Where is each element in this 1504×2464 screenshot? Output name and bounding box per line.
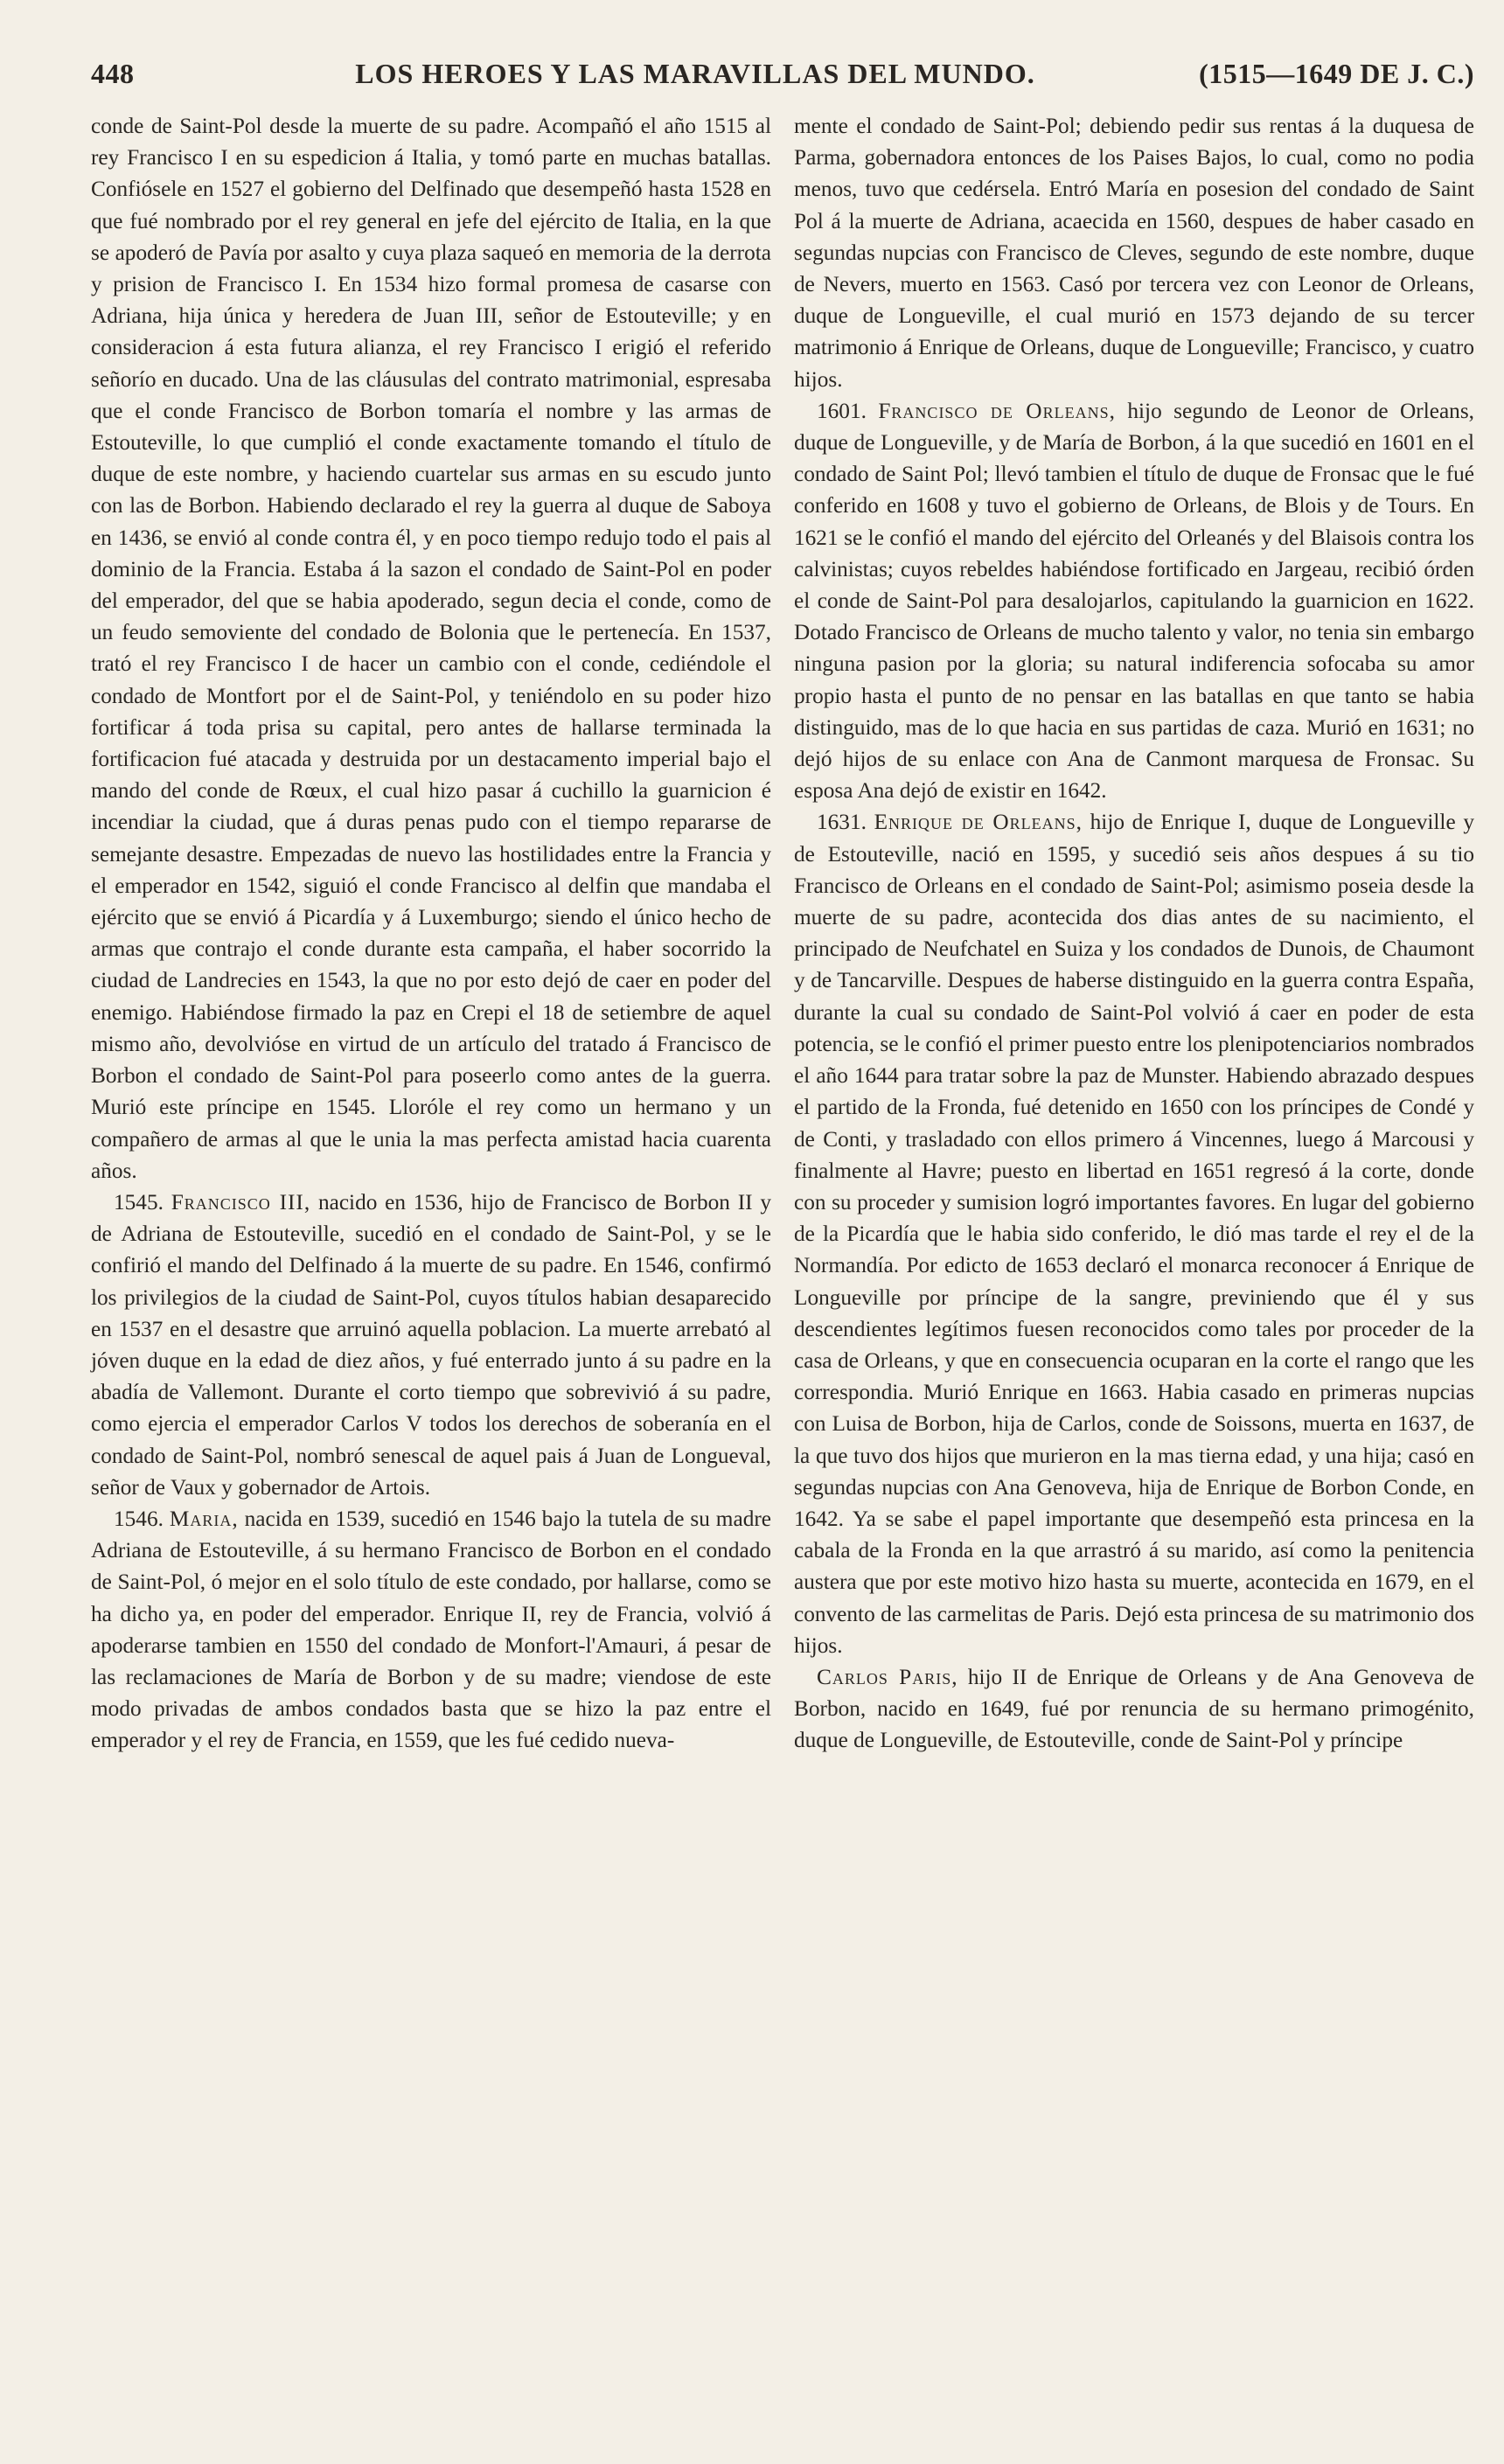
running-title: LOS HEROES Y LAS MARAVILLAS DEL MUNDO. xyxy=(355,58,1035,89)
paragraph xyxy=(794,1661,1474,1757)
paragraph xyxy=(91,1503,771,1757)
entry-name: Enrique de Orleans, xyxy=(874,810,1083,835)
entry-name: Francisco III, xyxy=(171,1189,311,1215)
entry-text: hijo II de Enrique de Orleans y de Ana Genoveva de Borbon, nacido en 1649, fué por renuncia de su hermano primogénito, duque de Longueville, de Estouteville, conde de Saint-Pol y príncipe xyxy=(794,1664,1474,1753)
entry-text: nacida en 1539, sucedió en 1546 bajo la tutela de su madre Adriana de Estouteville, á su hermano Francisco de Borbon en el condado de Saint-Pol, ó mejor en el solo título de este condado, por hallarse, como se ha dicho ya, en poder del emperador. Enrique II, rey de Francia, volvió á apoderarse tambien en 1550 del condado de Monfort-l'Amauri, á pesar de las reclamaciones de María de Borbon y de su madre; viendose de este modo privadas de ambos condados basta que se hizo la paz entre el emperador y el rey de Francia, en 1559, que les fué cedido nueva- xyxy=(91,1506,772,1753)
paragraph: mente el condado de Saint-Pol; debiendo pedir sus rentas á la duquesa de Parma, gobernadora entonces de los Paises Bajos, lo cual, como no podia menos, tuvo que cedérsela. Entró María en posesion del condado de Saint Pol á la muerte de Adriana, acaecida en 1560, despues de haber casado en segundas nupcias con Francisco de Cleves, segundo de este nombre, duque de Nevers, muerto en 1563. Casó por tercera vez con Leonor de Orleans, duque de Longueville, el cual murió en 1573 dejando de su tercer matrimonio á Enrique de Orleans, duque de Longueville; Francisco, y cuatro hijos. xyxy=(794,114,1474,392)
entry-year: 1631. xyxy=(817,810,867,835)
date-range: (1515—1649 DE J. C.) xyxy=(1199,58,1474,89)
right-column xyxy=(794,110,1474,1757)
paragraph xyxy=(794,806,1474,1660)
entry-text: hijo segundo de Leonor de Orleans, duque de Longueville, y de María de Borbon, á la que sucedió en 1601 en el condado de Saint Pol; llevó tambien el título de duque de Fronsac que le fué conferido en 1608 y tuvo el gobierno de Orleans, de Blois y de Tours. En 1621 se le confió el mando del ejército del Orleanés y del Blaisois contra los calvinistas; cuyos rebeldes habiéndose fortificado en Jargeau, recibió órden el conde de Saint-Pol para desalojarlos, capitulando la guarnicion en 1622. Dotado Francisco de Orleans de mucho talento y valor, no tenia sin embargo ninguna pasion por la gloria; su natural indiferencia sofocaba su amor propio hasta el punto de no pensar en las batallas en que tanto se habia distinguido, mas de lo que hacia en sus partidas de caza. Murió en 1631; no dejó hijos de su enlace con Ana de Canmont marquesa de Fronsac. Su esposa Ana dejó de existir en 1642. xyxy=(794,398,1474,804)
entry-text: nacido en 1536, hijo de Francisco de Borbon II y de Adriana de Estouteville, sucedió en el condado de Saint-Pol, y se le confirió el mando del Delfinado á la muerte de su padre. En 1546, confirmó los privilegios de la ciudad de Saint-Pol, cuyos títulos habian desaparecido en 1537 en el desastre que arruinó aquella poblacion. La muerte arrebató al jóven duque en la edad de diez años, y fué enterrado junto á su padre en la abadía de Vallemont. Durante el corto tiempo que sobrevivió á su padre, como ejercia el emperador Carlos V todos los derechos de soberanía en el condado de Saint-Pol, nombró senescal de aquel pais á Juan de Longueval, señor de Vaux y gobernador de Artois. xyxy=(91,1189,772,1500)
entry-year: 1601. xyxy=(817,398,867,423)
entry-text: hijo de Enrique I, duque de Longueville y de Estouteville, nació en 1595, y sucedió seis años despues á su tio Francisco de Orleans en el condado de Saint-Pol; asimismo poseia desde la muerte de su padre, acontecida dos dias antes de su nacimiento, el principado de Neufchatel en Suiza y los condados de Dunois, de Chaumont y de Tancarville. Despues de haberse distinguido en la guerra contra España, durante la cual su condado de Saint-Pol volvió á caer en poder de esta potencia, se le confió el primer puesto entre los plenipotenciarios nombrados el año 1644 para tratar sobre la paz de Munster. Habiendo abrazado despues el partido de la Fronda, fué detenido en 1650 con los príncipes de Condé y de Conti, y trasladado con ellos primero á Vincennes, luego á Marcousi y finalmente al Havre; puesto en libertad en 1651 regresó á la corte, donde con su proceder y sumision logró importantes favores. En lugar del gobierno de la Picardía que le habia sido conferido, le dió mas tarde el rey el de la Normandía. Por edicto de 1653 declaró el monarca reconocer á Enrique de Longueville por príncipe de la sangre, previniendo que él y sus descendientes legítimos fuesen reconocidos como tales por proceder de la casa de Orleans, y que en consecuencia ocuparan en la corte el rango que les correspondia. Murió Enrique en 1663. Habia casado en primeras nupcias con Luisa de Borbon, hija de Carlos, conde de Soissons, muerta en 1637, de la que tuvo dos hijos que murieron en la mas tierna edad, y una hija; casó en segundas nupcias con Ana Genoveva, hija de Enrique de Borbon Conde, en 1642. Ya se sabe el papel importante que desempeñó esta princesa en la cabala de la Fronda en la que arrastró á su marido, así como la penitencia austera que por este motivo hizo hasta su muerte, acontecida en 1679, en el convento de las carmelitas de Paris. Dejó esta princesa de su matrimonio dos hijos. xyxy=(794,810,1474,1658)
page-header xyxy=(91,58,1474,107)
entry-year: 1546. xyxy=(114,1506,164,1531)
entry-name: Carlos Paris, xyxy=(817,1664,958,1689)
page-number: 448 xyxy=(91,58,135,89)
left-column xyxy=(91,110,771,1757)
paragraph: conde de Saint-Pol desde la muerte de su padre. Acompañó el año 1515 al rey Francisco I en su espedicion á Italia, y tomó parte en muchas batallas. Confiósele en 1527 el gobierno del Delfinado que desempeñó hasta 1528 en que fué nombrado por el rey general en jefe del ejército de Italia, en la que se apoderó de Pavía por asalto y cuya plaza saqueó en memoria de la derrota y prision de Francisco I. En 1534 hizo formal promesa de casarse con Adriana, hija única y heredera de Juan III, señor de Estouteville; y en consideracion á esta futura alianza, el rey Francisco I erigió el referido señorío en ducado. Una de las cláusulas del contrato matrimonial, espresaba que el conde Francisco de Borbon tomaría el nombre y las armas de Estouteville, lo que cumplió el conde exactamente tomando el título de duque de este nombre, y haciendo cuartelar sus armas en su escudo junto con las de Borbon. Habiendo declarado el rey la guerra al duque de Saboya en 1436, se envió al conde contra él, y en poco tiempo redujo todo el pais al dominio de la Francia. Estaba á la sazon el condado de Saint-Pol en poder del emperador, del que se habia apoderado, segun decia el conde, como de un feudo semoviente del condado de Bolonia que le pertenecía. En 1537, trató el rey Francisco I de hacer un cambio con el conde, cediéndole el condado de Montfort por el de Saint-Pol, y teniéndolo en su poder hizo fortificar á toda prisa su capital, pero antes de hallarse terminada la fortificacion fué atacada y destruida por un destacamento imperial bajo el mando del conde de Rœux, el cual hizo pasar á cuchillo la guarnicion é incendiar la ciudad, que á duras penas pudo con el tiempo repararse de semejante desastre. Empezadas de nuevo las hostilidades entre la Francia y el emperador en 1542, siguió el conde Francisco al delfin que mandaba el ejército que se envió á Picardía y á Luxemburgo; siendo el único hecho de armas que contrajo el conde durante esta campaña, el haber socorrido la ciudad de Landrecies en 1543, la que no por esto dejó de caer en poder del enemigo. Habiéndose firmado la paz en Crepi el 18 de setiembre de aquel mismo año, devolvióse en virtud de un artículo del tratado á Francisco de Borbon el condado de Saint-Pol para poseerlo como antes de la guerra. Murió este príncipe en 1545. Lloróle el rey como un hermano y un compañero de armas al que le unia la mas perfecta amistad hacia cuarenta años. xyxy=(91,114,771,1183)
entry-name: Maria, xyxy=(169,1506,239,1531)
entry-name: Francisco de Orleans, xyxy=(878,398,1116,423)
entry-year: 1545. xyxy=(114,1189,164,1215)
paragraph xyxy=(91,1187,771,1503)
text-columns xyxy=(91,110,1474,1757)
paragraph xyxy=(794,395,1474,807)
